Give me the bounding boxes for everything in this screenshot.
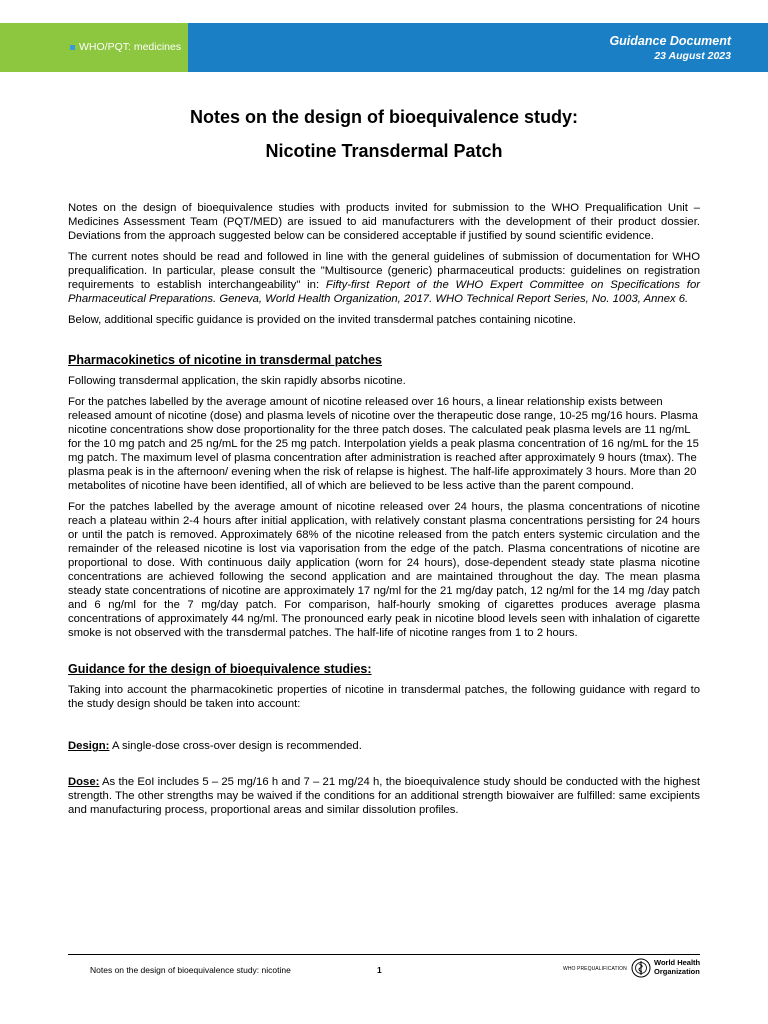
be-paragraph-1: Taking into account the pharmacokinetic properties of nicotine in transdermal patches, the following guidance with regard to the study design should be taken into account: — [68, 684, 700, 710]
intro-paragraph-2 — [68, 250, 700, 306]
pk-paragraph-3: For the patches labelled by the average amount of nicotine released over 24 hours, the plasma concentrations of nicotine reach a plateau within 2-4 hours after initial application, with relatively constant plasma concentrations persisting for 24 hours or until the patch is removed. Approximately 68% of the nicotine released from the patch enters systemic circulation and the remainder of the released nicotine is lost via vaporisation from the edge of the patch. Plasma concentrations of nicotine are proportional to dose. With continuous daily application (worn for 24 hours), dose-dependent steady state plasma nicotine concentrations are achieved following the second application and are maintained throughout the day. The mean plasma steady state concentrations of nicotine are approximately 17 ng/ml for the 21 mg/day patch, 12 ng/ml for the 14 mg /day patch and 6 ng/ml for the 7 mg/day patch. For comparison, half-hourly smoking of cigarettes produces average plasma concentrations of approximately 44 ng/ml. The pronounced early peak in nicotine blood levels seen with inhalation of cigarette smoke is not observed with the transdermal patches. The half-life of nicotine ranges from 1 to 2 hours. — [68, 501, 700, 639]
dose-label: Dose: — [68, 776, 100, 788]
footer-title: Notes on the design of bioequivalence study: nicotine — [90, 965, 291, 975]
page-title-line2: Nicotine Transdermal Patch — [265, 141, 503, 161]
dose-text: As the EoI includes 5 – 25 mg/16 h and 7 – 21 mg/24 h, the bioequivalence study should be conducted with the highest strength. The other strengths may be waived if the conditions for an additional strength biowaiver are fulfilled: same excipients and manufacturing process, proportional areas and similar dissolution profiles. — [68, 776, 700, 816]
design-paragraph — [68, 739, 700, 753]
document-date: 23 August 2023 — [654, 50, 731, 62]
be-section-heading: Guidance for the design of bioequivalence studies: — [68, 662, 372, 676]
who-wordmark — [654, 959, 700, 976]
document-body — [68, 201, 700, 824]
programme-text: WHO/PQT: medicines — [79, 41, 182, 53]
design-label: Design: — [68, 740, 110, 752]
reference-citation: Fifty-first Report of the WHO Expert Committee on Specifications for Pharmaceutical Preparations. Geneva, World Health Organization, 2017. WHO Technical Report Series, No. 1003, Annex 6. — [68, 279, 700, 305]
design-text: A single-dose cross-over design is recommended. — [109, 740, 362, 752]
intro-paragraph-1: Notes on the design of bioequivalence studies with products invited for submission to the WHO Prequalification Unit – Medicines Assessment Team (PQT/MED) are issued to aid manufacturers with the development of their product dossier. Deviations from the approach suggested below can be considered acceptable if justified by sound scientific evidence. — [68, 202, 700, 242]
intro-paragraph-3: Below, additional specific guidance is provided on the invited transdermal patches containing nicotine. — [68, 314, 577, 326]
square-bullet-icon — [70, 45, 75, 50]
programme-label — [70, 41, 181, 53]
pk-paragraph-2: For the patches labelled by the average amount of nicotine released over 16 hours, a linear relationship exists between released amount of nicotine (dose) and plasma levels of nicotine over the therapeutic dose range, 10-25 mg/16 hours. Plasma nicotine concentrations show dose proportionality for the three patch doses. The calculated peak plasma levels are 11 ng/mL for the 10 mg patch and 25 ng/mL for the 25 mg patch. Interpolation yields a peak plasma concentration of 16 ng/mL for the 15 mg patch. The maximum level of plasma concentration after administration is reached after approximately 9 hours (tmax). The plasma peak is in the afternoon/ evening when the risk of relapse is highest. The half-life approximately 3 hours. More than 20 metabolites of nicotine have been identified, all of which are believed to be less active than the parent compound. — [68, 396, 699, 492]
page-title-line1: Notes on the design of bioequivalence study: — [189, 107, 579, 127]
page-number: 1 — [377, 965, 382, 975]
prequalification-label: WHO PREQUALIFICATION — [563, 966, 627, 972]
pk-section-heading: Pharmacokinetics of nicotine in transdermal patches — [68, 353, 382, 367]
dose-paragraph — [68, 775, 700, 817]
intro-paragraph-2-text: The current notes should be read and followed in line with the general guidelines of submission of documentation for WHO prequalification. In particular, please consult the "Multisource (generic) pharmaceutical products: guidelines on registration requirements to establish interchangeability" in: — [68, 251, 700, 291]
pk-paragraph-1: Following transdermal application, the skin rapidly absorbs nicotine. — [68, 375, 406, 387]
who-name-line2: Organization — [654, 966, 700, 976]
footer-divider — [68, 954, 700, 955]
who-name-line1: World Health — [654, 958, 701, 967]
document-type: Guidance Document — [609, 34, 731, 48]
who-emblem-icon — [631, 958, 651, 978]
page-header — [0, 23, 768, 72]
